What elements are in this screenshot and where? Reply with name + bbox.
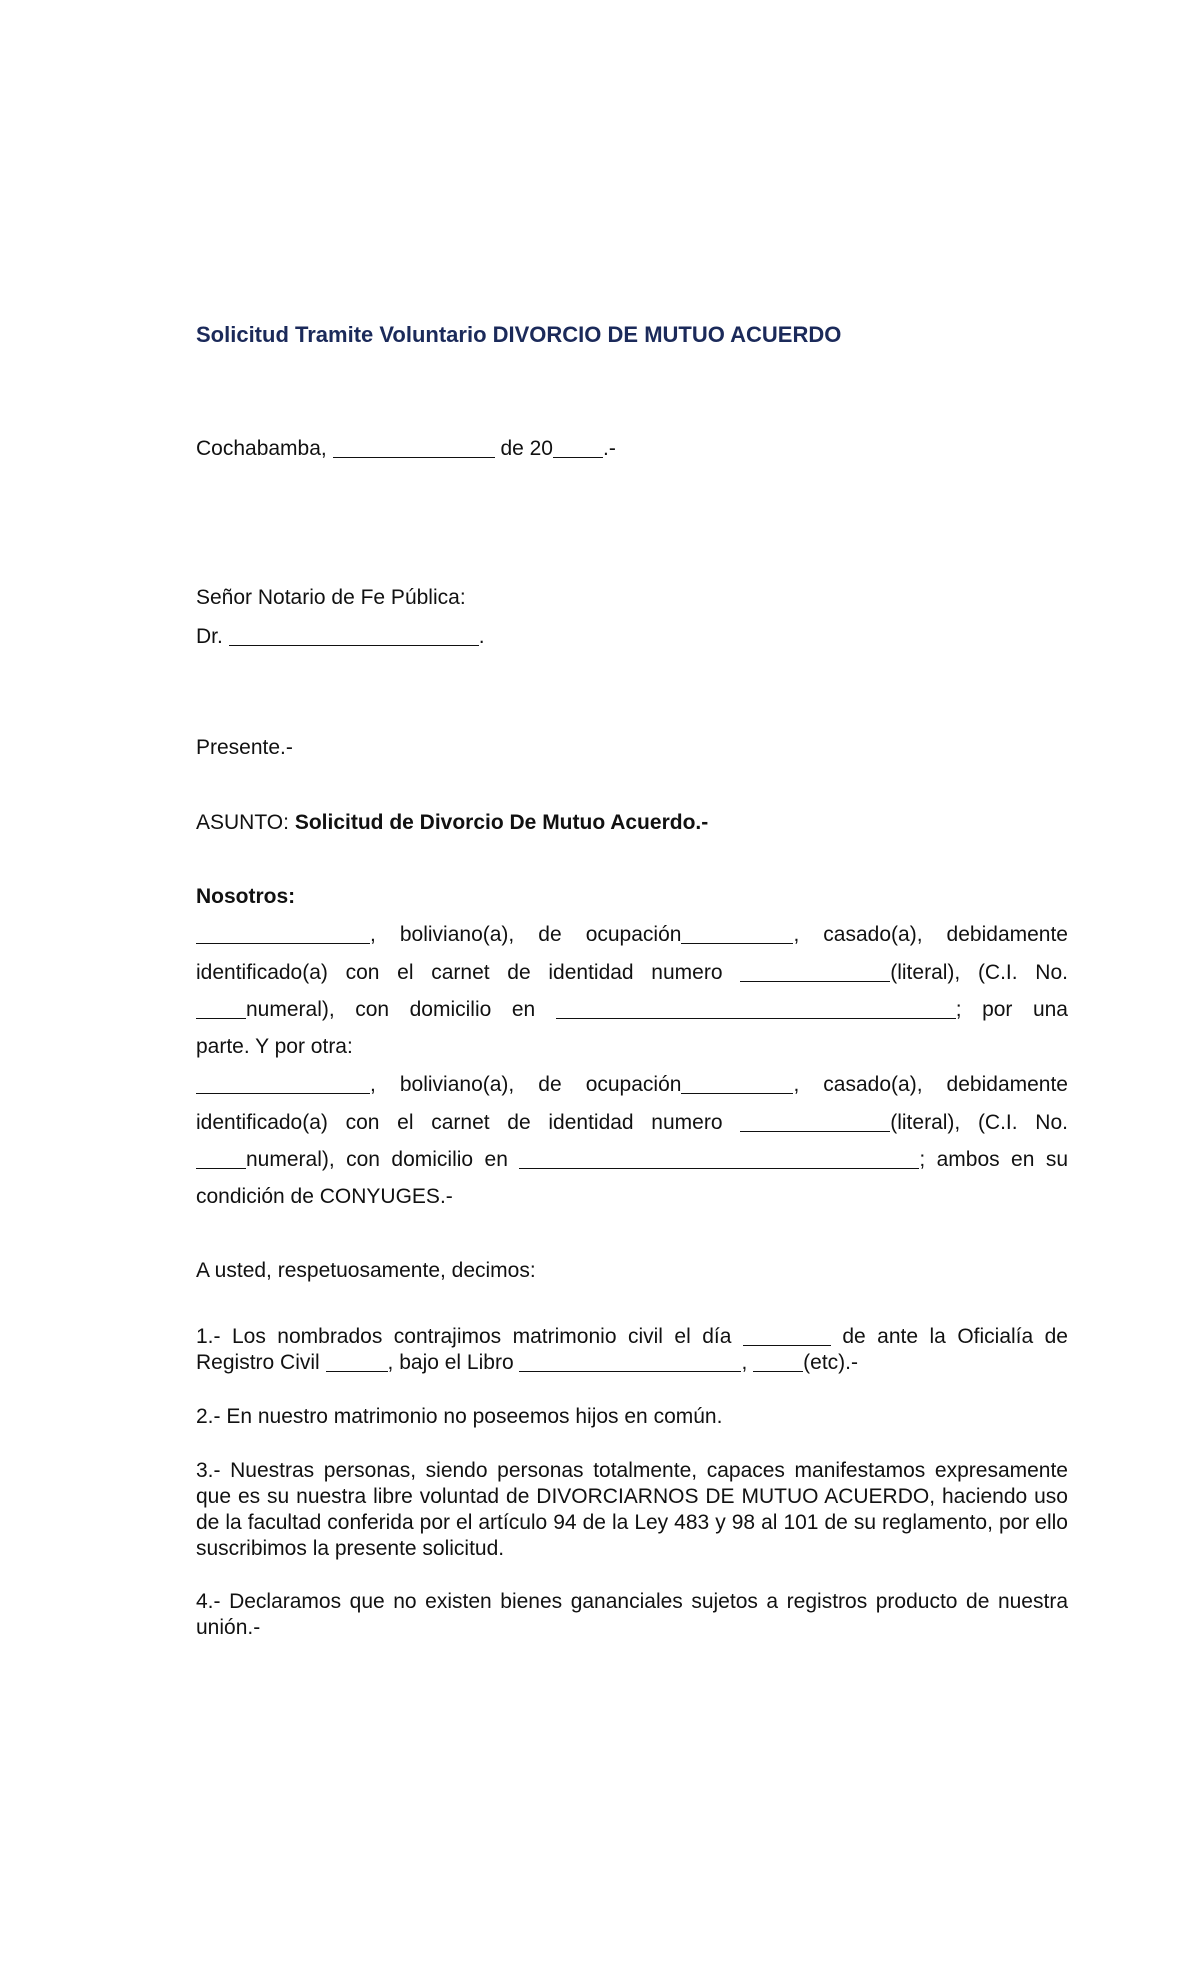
date-city: Cochabamba, [196, 437, 327, 460]
party1-ci-numeral-blank [196, 997, 246, 1019]
party2-ci-literal-blank [740, 1110, 890, 1132]
party1-line4: parte. Y por otra: [196, 1035, 353, 1058]
party1-line2: identificado(a) con el carnet de identidad numero (literal), (C.I. No. [196, 961, 1068, 984]
date-de: de 20 [500, 437, 553, 460]
party1-address-blank [556, 997, 956, 1019]
dr-label: Dr. [196, 625, 223, 648]
party2-line4: condición de CONYUGES.- [196, 1185, 453, 1208]
party2-line3: numeral), con domicilio en ; ambos en su [196, 1147, 1068, 1172]
document-title: Solicitud Tramite Voluntario DIVORCIO DE MUTUO ACUERDO [196, 322, 842, 347]
dr-end: . [478, 625, 485, 648]
dr-blank [229, 624, 479, 646]
dr-line [196, 624, 485, 649]
presente-line: Presente.- [196, 736, 293, 759]
party1-ci-literal-blank [740, 960, 890, 982]
party2-name-blank [196, 1072, 370, 1094]
party2-ci-numeral-blank [196, 1147, 246, 1169]
party2-line2: identificado(a) con el carnet de identidad numero (literal), (C.I. No. [196, 1111, 1068, 1134]
party1-line3: numeral), con domicilio en ; por una [196, 997, 1068, 1022]
item1-date-blank [743, 1324, 831, 1346]
item1-etc-blank [753, 1350, 803, 1372]
party1-name-blank [196, 922, 370, 944]
party1-line1: , boliviano(a), de ocupación , casado(a), debidamente [196, 922, 1068, 947]
year-blank [553, 436, 603, 458]
party1-occupation-blank [681, 922, 793, 944]
date-blank [333, 436, 495, 458]
asunto-line [196, 811, 708, 835]
item1-registry-blank [326, 1350, 388, 1372]
item-2: 2.- En nuestro matrimonio no poseemos hijos en común. [196, 1405, 723, 1428]
item-3: 3.- Nuestras personas, siendo personas totalmente, capaces manifestamos expresamente que es su nuestra libre voluntad de DIVORCIARNOS DE MUTUO ACUERDO, haciendo uso de la facultad conferida por el artículo 94 de la Ley 483 y 98 al 101 de su reglamento, por ello suscribimos la presente solicitud. [196, 1459, 1068, 1560]
recipient-line: Señor Notario de Fe Pública: [196, 586, 466, 609]
item1-book-blank [519, 1350, 741, 1372]
party2-address-blank [519, 1147, 919, 1169]
party2-line1: , boliviano(a), de ocupación , casado(a), debidamente [196, 1072, 1068, 1097]
item-1: 1.- Los nombrados contrajimos matrimonio civil el día de ante la Oficialía de Registro Civil , bajo el Libro , (etc).- [196, 1325, 1068, 1374]
asunto-label: ASUNTO: [196, 811, 289, 834]
asunto-value: Solicitud de Divorcio De Mutuo Acuerdo.- [294, 811, 709, 834]
item-4: 4.- Declaramos que no existen bienes gananciales sujetos a registros producto de nuestra unión.- [196, 1590, 1068, 1639]
date-line [196, 436, 616, 461]
party2-occupation-blank [681, 1072, 793, 1094]
nosotros-heading: Nosotros: [196, 885, 296, 908]
intro-line: A usted, respetuosamente, decimos: [196, 1259, 536, 1282]
date-end: .- [603, 437, 616, 460]
